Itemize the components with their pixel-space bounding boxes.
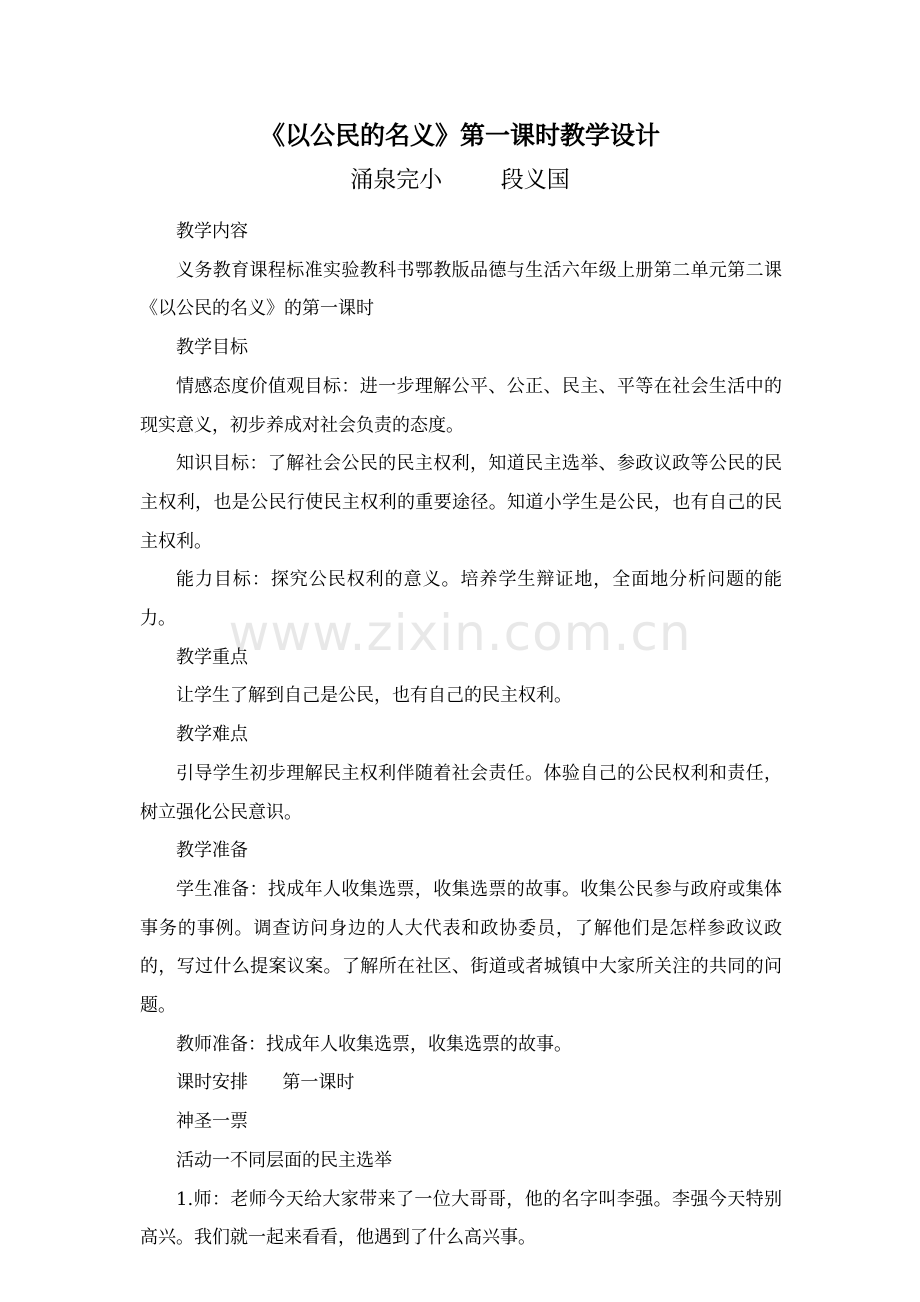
paragraph: 情感态度价值观目标：进一步理解公平、公正、民主、平等在社会生活中的现实意义，初步养成对社会负责的态度。 [140, 375, 782, 436]
section-heading: 教学准备 [176, 840, 248, 862]
document-body [140, 213, 782, 1258]
paragraph: 引导学生初步理解民主权利伴随着社会责任。体验自己的公民权利和责任，树立强化公民意识。 [140, 762, 782, 823]
section-heading: 教学难点 [176, 724, 248, 746]
paragraph: 义务教育课程标准实验教科书鄂教版品德与生活六年级上册第二单元第二课《以公民的名义》的第一课时 [140, 259, 782, 320]
section-heading: 教学目标 [176, 337, 248, 359]
paragraph: 神圣一票 [176, 1111, 248, 1133]
paragraph: 能力目标：探究公民权利的意义。培养学生辩证地，全面地分析问题的能力。 [140, 569, 782, 630]
paragraph: 活动一不同层面的民主选举 [176, 1149, 392, 1171]
paragraph: 课时安排 第一课时 [176, 1072, 355, 1094]
paragraph: 教师准备：找成年人收集选票，收集选票的故事。 [176, 1033, 572, 1055]
author-line: 涌泉完小 段义国 [350, 167, 570, 193]
paragraph: 让学生了解到自己是公民，也有自己的民主权利。 [176, 685, 572, 707]
paragraph: 学生准备：找成年人收集选票，收集选票的故事。收集公民参与政府或集体事务的事例。调查访问身边的人大代表和政协委员，了解他们是怎样参政议政的，写过什么提案议案。了解所在社区、街道或者城镇中大家所关注的共同的问题。 [140, 878, 782, 1017]
paragraph: 知识目标：了解社会公民的民主权利，知道民主选举、参政议政等公民的民主权利，也是公民行使民主权利的重要途径。知道小学生是公民，也有自己的民主权利。 [140, 453, 782, 552]
section-heading: 教学内容 [176, 221, 248, 242]
section-heading: 教学重点 [176, 646, 248, 668]
document-title: 《以公民的名义》第一课时教学设计 [259, 121, 660, 150]
watermark: www.zixin.com.cn [228, 604, 692, 662]
paragraph: 1.师：老师今天给大家带来了一位大哥哥，他的名字叫李强。李强今天特别高兴。我们就一起来看看，他遇到了什么高兴事。 [140, 1188, 782, 1249]
